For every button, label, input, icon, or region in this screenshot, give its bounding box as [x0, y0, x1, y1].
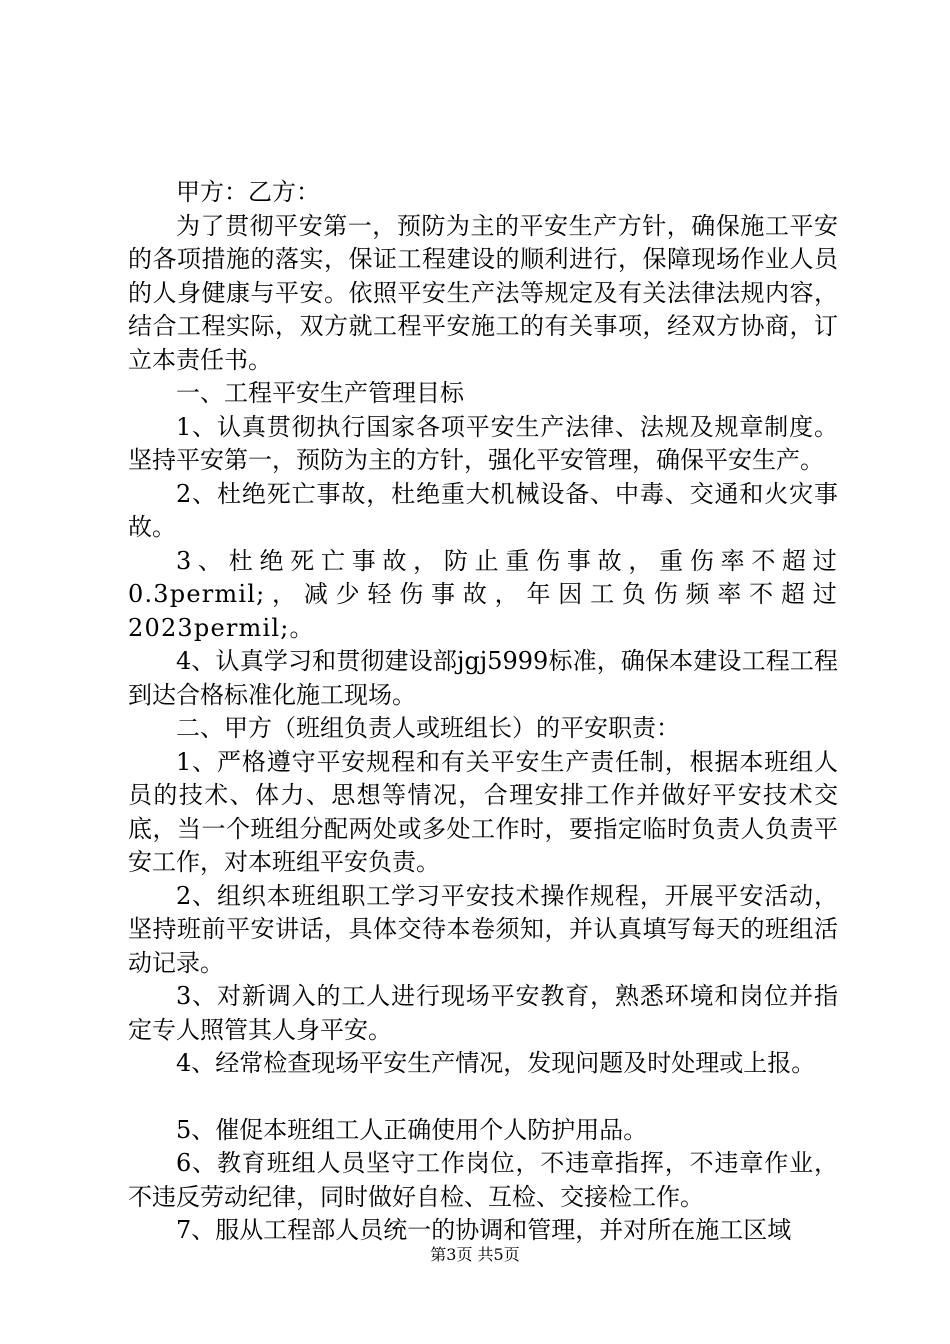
duty-item-4: 4、经常检查现场平安生产情况，发现问题及时处理或上报。	[176, 1049, 816, 1077]
section-heading-goals: 一、工程平安生产管理目标	[176, 379, 464, 407]
duty-item-3: 3、对新调入的工人进行现场平安教育，熟悉环境和岗位并指定专人照管其人身平安。	[128, 982, 838, 1044]
preamble-paragraph: 为了贯彻平安第一，预防为主的平安生产方针，确保施工平安的各项措施的落实，保证工程建设的顺利进行，保障现场作业人员的人身健康与平安。依照平安生产法等规定及有关法律法规内容，结合工程实际，双方就工程平安施工的有关事项，经双方协商，订立本责任书。	[128, 211, 838, 374]
section-heading-duties: 二、甲方（班组负责人或班组长）的平安职责：	[176, 714, 680, 742]
goal-item-3: 3、杜绝死亡事故，防止重伤事故，重伤率不超过0.3permil;，减少轻伤事故，年因工负伤频率不超过2023permil;。	[128, 546, 838, 642]
document-body	[128, 176, 838, 1248]
duty-item-6: 6、教育班组人员坚守工作岗位，不违章指挥，不违章作业，不违反劳动纪律，同时做好自检、互检、交接检工作。	[128, 1149, 838, 1211]
goal-item-1: 1、认真贯彻执行国家各项平安生产法律、法规及规章制度。坚持平安第一，预防为主的方针，强化平安管理，确保平安生产。	[128, 412, 838, 474]
duty-item-7: 7、服从工程部人员统一的协调和管理，并对所在施工区域	[176, 1216, 792, 1244]
duty-item-5: 5、催促本班组工人正确使用个人防护用品。	[176, 1115, 648, 1144]
duty-item-1: 1、严格遵守平安规程和有关平安生产责任制，根据本班组人员的技术、体力、思想等情况，合理安排工作并做好平安技术交底，当一个班组分配两处或多处工作时，要指定临时负责人负责平安工作，对本班组平安负责。	[128, 747, 838, 876]
goal-item-2: 2、杜绝死亡事故，杜绝重大机械设备、中毒、交通和火灾事故。	[128, 479, 838, 541]
goal-item-4: 4、认真学习和贯彻建设部jgj5999标准，确保本建设工程工程到达合格标准化施工现场。	[128, 647, 838, 709]
party-line: 甲方：乙方：	[176, 178, 320, 206]
duty-item-2: 2、组织本班组职工学习平安技术操作规程，开展平安活动，坚持班前平安讲话，具体交待本卷须知，并认真填写每天的班组活动记录。	[128, 881, 838, 977]
page-number-footer: 第3页 共5页	[430, 1245, 520, 1264]
